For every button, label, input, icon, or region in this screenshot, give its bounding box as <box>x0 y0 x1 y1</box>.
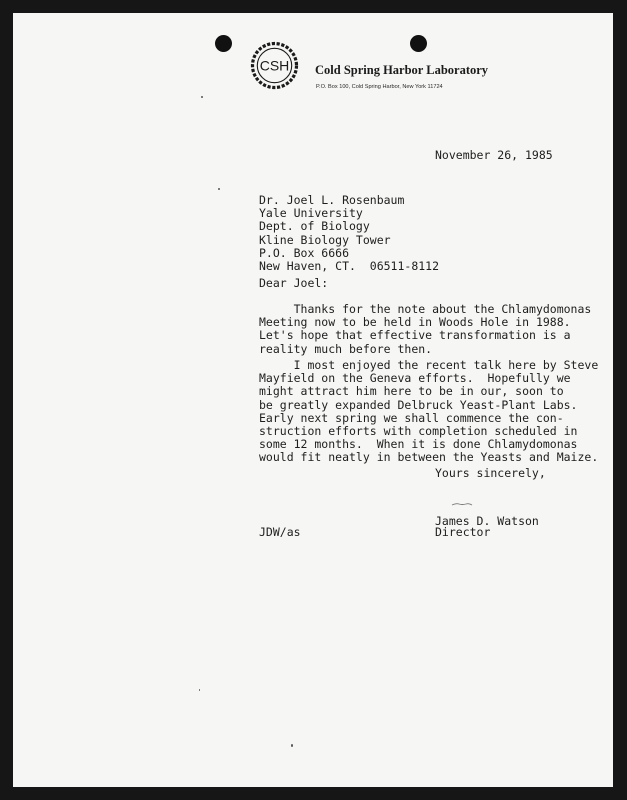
initials: JDW/as <box>259 525 301 539</box>
logo-text: CSH <box>259 57 290 74</box>
signature-mark <box>450 497 474 511</box>
paper-speck <box>199 689 200 691</box>
punch-hole-right <box>410 35 427 52</box>
paragraph-line: Mayfield on the Geneva efforts. Hopefully we <box>259 371 571 386</box>
signer-name: James D. Watson <box>435 514 539 528</box>
paper-speck <box>291 744 293 747</box>
closing: Yours sincerely, <box>435 466 546 480</box>
recipient-line: Yale University <box>259 206 363 221</box>
recipient-line: Kline Biology Tower <box>259 232 391 247</box>
recipient-address <box>259 194 439 273</box>
paper-speck <box>218 188 220 190</box>
organization-name: Cold Spring Harbor Laboratory <box>315 63 489 77</box>
paragraph-line: Early next spring we shall commence the con- <box>259 410 564 425</box>
salutation: Dear Joel: <box>259 276 329 290</box>
paragraph-line: would fit neatly in between the Yeasts and Maize. <box>259 450 599 465</box>
paragraph-line: Thanks for the note about the Chlamydomonas <box>259 302 592 316</box>
paragraph-line: be greatly expanded Delbruck Yeast-Plant Labs. <box>259 397 578 412</box>
letter-page <box>13 13 613 787</box>
signer-title: Director <box>435 525 491 539</box>
paragraph-line: Let's hope that effective transformation is a <box>259 328 571 343</box>
csh-logo <box>249 40 300 91</box>
recipient-line: P.O. Box 6666 <box>259 245 350 260</box>
paragraph-line: I most enjoyed the recent talk here by Steve <box>259 358 599 372</box>
paragraph-2 <box>259 359 598 465</box>
recipient-line: Dept. of Biology <box>259 219 370 234</box>
paragraph-line: struction efforts with completion scheduled in <box>259 423 578 438</box>
punch-hole-left <box>215 35 232 52</box>
paragraph-line: reality much before then. <box>259 341 433 356</box>
recipient-line: New Haven, CT. 06511-8112 <box>259 258 440 273</box>
paragraph-1 <box>259 303 591 356</box>
paper-speck <box>201 96 203 98</box>
letter-date: November 26, 1985 <box>435 148 553 162</box>
recipient-line: Dr. Joel L. Rosenbaum <box>259 193 405 207</box>
paragraph-line: might attract him here to be in our, soon to <box>259 384 564 399</box>
organization-address: P.O. Box 100, Cold Spring Harbor, New York 11724 <box>316 84 443 90</box>
paragraph-line: Meeting now to be held in Woods Hole in 1988. <box>259 315 571 330</box>
paragraph-line: some 12 months. When it is done Chlamydomonas <box>259 437 578 452</box>
